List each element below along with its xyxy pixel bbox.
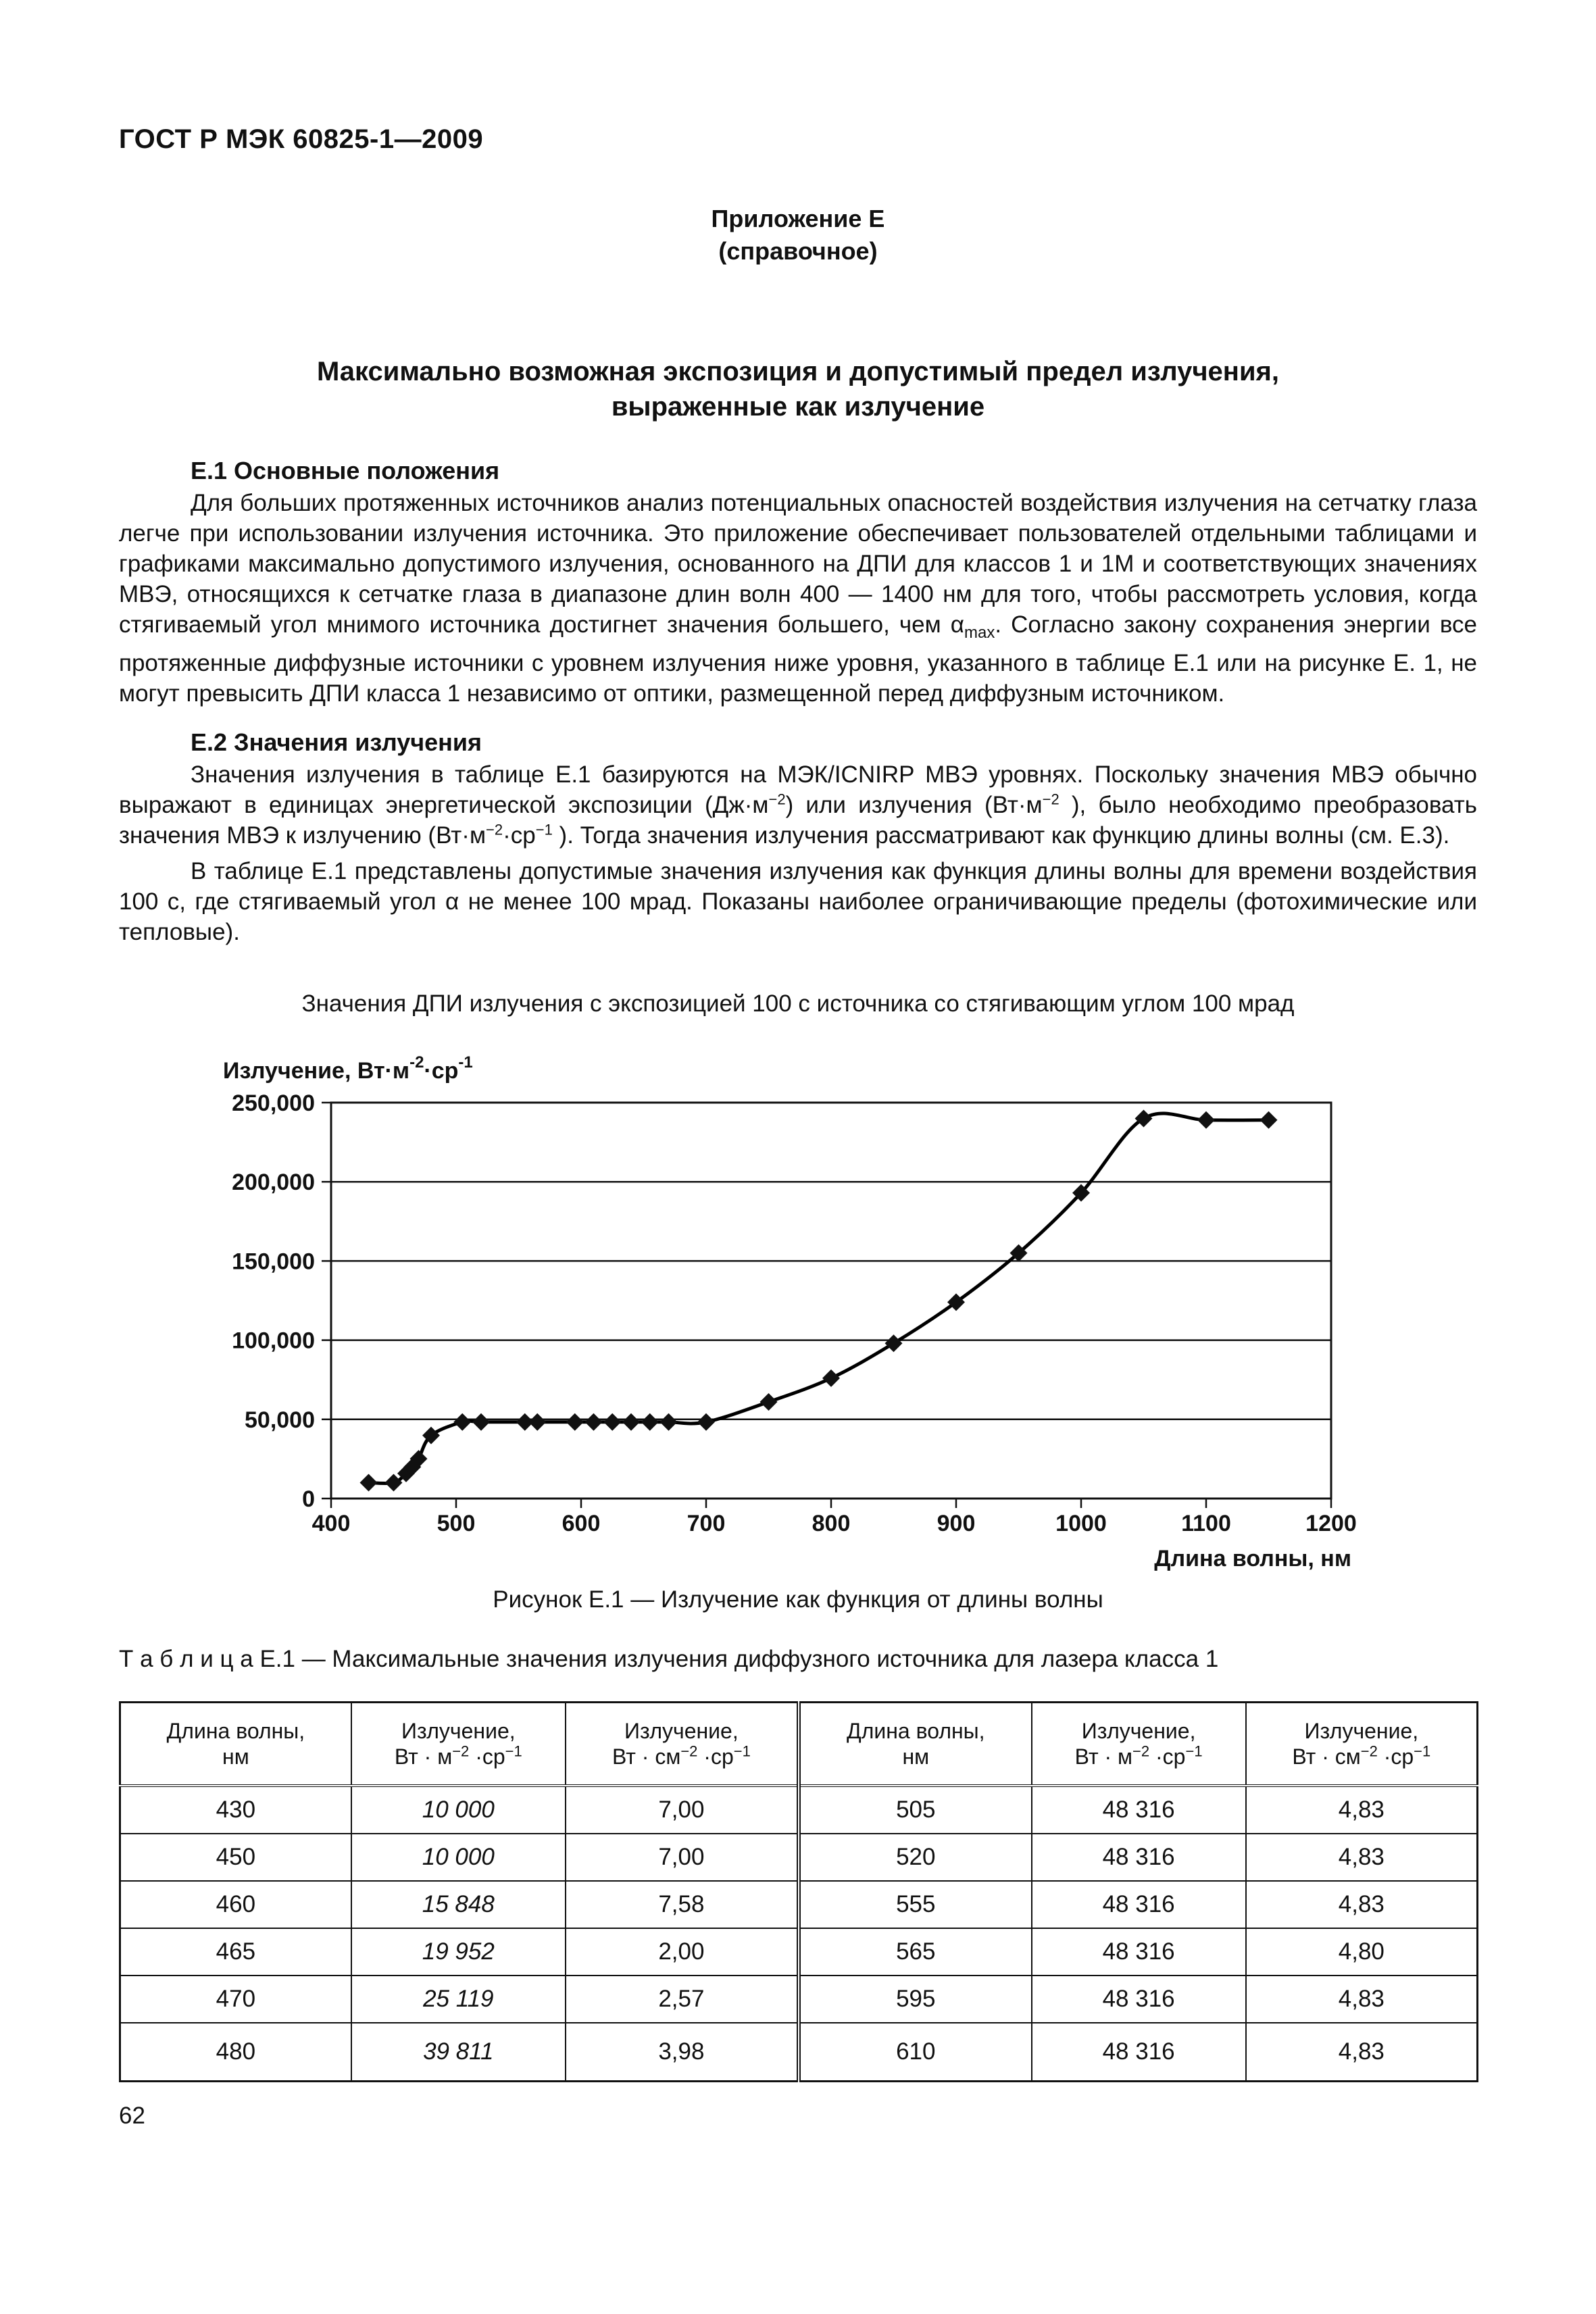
figure-title: Значения ДПИ излучения с экспозицией 100 с источника со стягивающим углом 100 мрад — [301, 990, 1295, 1017]
title-line-2: выраженные как излучение — [611, 392, 985, 422]
table-cell: 480 — [120, 2023, 351, 2082]
x-tick-label: 600 — [562, 1511, 601, 1536]
section-1-heading: Е.1 Основные положения — [191, 457, 500, 484]
data-point — [885, 1334, 903, 1352]
x-tick-label: 1100 — [1181, 1511, 1231, 1536]
table-cell: 460 — [120, 1881, 351, 1928]
table-cell: 465 — [120, 1928, 351, 1976]
y-tick-label: 50,000 — [245, 1407, 315, 1433]
x-tick-label: 400 — [311, 1511, 351, 1536]
data-point — [528, 1413, 546, 1431]
y-tick-label: 150,000 — [232, 1249, 315, 1275]
page-number: 62 — [119, 2103, 145, 2129]
y-tick-label: 100,000 — [232, 1328, 315, 1354]
table-header-cell: Длина волны, нм — [120, 1703, 351, 1786]
table-cell: 2,00 — [566, 1928, 799, 1976]
table-cell: 450 — [120, 1834, 351, 1881]
table-cell: 555 — [799, 1881, 1032, 1928]
table-cell: 39 811 — [351, 2023, 566, 2082]
x-tick-label: 700 — [687, 1511, 726, 1536]
plot-area — [331, 1103, 1331, 1499]
data-point — [360, 1474, 378, 1492]
radiance-table — [119, 1701, 1478, 2082]
table-cell: 520 — [799, 1834, 1032, 1881]
y-tick-label: 0 — [302, 1486, 315, 1512]
table-header-row — [120, 1703, 1478, 1786]
table-header-cell: Излучение, Вт · $м^{-2} \cdot ср^{-1}$ — [351, 1703, 566, 1786]
data-point — [641, 1413, 659, 1431]
data-point — [472, 1413, 490, 1431]
table-caption: Т а б л и ц а Е.1 — Максимальные значения излучения диффузного источника для лазера класса 1 — [119, 1646, 1219, 1672]
table-cell: 7,58 — [566, 1881, 799, 1928]
data-point — [760, 1393, 778, 1411]
table-cell: 48 316 — [1032, 2023, 1246, 2082]
table-cell: 48 316 — [1032, 1928, 1246, 1976]
table-cell: 48 316 — [1032, 1976, 1246, 2023]
table-cell: 7,00 — [566, 1834, 799, 1881]
x-tick-label: 500 — [437, 1511, 476, 1536]
table-row — [120, 1976, 1478, 2023]
data-point — [822, 1369, 840, 1387]
appendix-label: Приложение Е — [711, 205, 885, 232]
data-point — [697, 1413, 715, 1431]
data-point — [660, 1413, 678, 1431]
table-cell: 610 — [799, 2023, 1032, 2082]
table-cell: 430 — [120, 1786, 351, 1834]
table-cell: 4,83 — [1246, 1786, 1478, 1834]
table-cell: 19 952 — [351, 1928, 566, 1976]
y-tick-label: 200,000 — [232, 1169, 315, 1196]
table-header-cell: Излучение, Вт · $см^{-2} \cdot ср^{-1}$ — [1246, 1703, 1478, 1786]
table-cell: 470 — [120, 1976, 351, 2023]
table-header-cell: Излучение, Вт · $см^{-2} \cdot ср^{-1}$ — [566, 1703, 799, 1786]
figure-caption: Рисунок Е.1 — Излучение как функция от длины волны — [493, 1586, 1103, 1613]
data-point — [603, 1413, 621, 1431]
data-point — [622, 1413, 640, 1431]
table-cell: 505 — [799, 1786, 1032, 1834]
title-line-1: Максимально возможная экспозиция и допустимый предел излучения, — [316, 357, 1279, 386]
section-1-text-main: Для больших протяженных источников анализ потенциальных опасностей воздействия излучения на сетчатку глаза легче при использовании излучения источника. Это приложение обеспечивает пользователей отдельными таблицами и графиками максимально допустимого излучения, основанного на ДПИ для классов 1 и 1М и соответствующих значениях МВЭ, относящихся к сетчатке глаза в диапазоне длин волн 400 — 1400 нм для того, чтобы рассмотреть условия, когда стягиваемый угол мнимого источника достигнет значения большего, чем α — [119, 490, 1477, 638]
y-axis-title: Излучение, $Вт\cdot м^{-2}\cdot ср^{-1}$ — [223, 1053, 473, 1084]
section-2-heading: Е.2 Значения излучения — [191, 728, 482, 756]
section-2-paragraph-1: Значения излучения в таблице Е.1 базируются на МЭК/ICNIRP МВЭ уровнях. Поскольку значения МВЭ обычно выражают в единицах энергетической экспозиции $(Дж\cdot м^{-2})$ или излучения ($Вт\cdot м^{-2}$ ), было необходимо преобразовать значения МВЭ к излучению ($Вт\cdot м^{-2}\cdot ср^{-1}$ ). Тогда значения излучения рассматривают как функцию длины волны (см. Е.3). — [119, 761, 1478, 849]
table-cell: 565 — [799, 1928, 1032, 1976]
table-row — [120, 1928, 1478, 1976]
table-cell: 48 316 — [1032, 1786, 1246, 1834]
y-tick-label: 250,000 — [232, 1090, 315, 1116]
table-cell: 4,83 — [1246, 1881, 1478, 1928]
data-point — [566, 1413, 584, 1431]
x-tick-label: 900 — [937, 1511, 976, 1536]
series-line — [369, 1113, 1269, 1484]
table-header-cell: Длина волны, нм — [799, 1703, 1032, 1786]
table-cell: 7,00 — [566, 1786, 799, 1834]
table-row — [120, 1786, 1478, 1834]
table-cell: 4,83 — [1246, 2023, 1478, 2082]
section-1-text-end: . Согласно закону сохранения энергии все протяженные диффузные источники с уровнем излучения ниже уровня, указанного в таблице Е.1 или на рисунке Е. 1, не могут превысить ДПИ класса 1 независимо от оптики, размещенной перед диффузным источником. — [119, 611, 1478, 707]
table-cell: 15 848 — [351, 1881, 566, 1928]
table-header-cell: Излучение, Вт · $м^{-2} \cdot ср^{-1}$ — [1032, 1703, 1246, 1786]
x-tick-label: 1200 — [1305, 1511, 1357, 1536]
section-2-paragraph-2: В таблице Е.1 представлены допустимые значения излучения как функция длины волны для времени воздействия 100 с, где стягиваемый угол α не менее 100 мрад. Показаны наиболее ограничивающие пределы (фотохимические или тепловые). — [119, 858, 1477, 945]
table-cell: 48 316 — [1032, 1881, 1246, 1928]
table-row — [120, 1881, 1478, 1928]
x-axis-title: Длина волны, нм — [1154, 1546, 1351, 1571]
appendix-type: (справочное) — [718, 237, 878, 265]
alpha-max-subscript: max — [964, 624, 995, 642]
table-cell: 3,98 — [566, 2023, 799, 2082]
table-row — [120, 1834, 1478, 1881]
data-point — [453, 1413, 471, 1431]
data-point — [1260, 1111, 1278, 1129]
table-cell: 595 — [799, 1976, 1032, 2023]
data-point — [385, 1474, 403, 1492]
table-cell: 10 000 — [351, 1786, 566, 1834]
table-cell: 25 119 — [351, 1976, 566, 2023]
document-code: ГОСТ Р МЭК 60825-1—2009 — [119, 124, 484, 154]
table-cell: 2,57 — [566, 1976, 799, 2023]
data-point — [585, 1413, 603, 1431]
table-cell: 48 316 — [1032, 1834, 1246, 1881]
table-cell: 4,83 — [1246, 1976, 1478, 2023]
table-row — [120, 2023, 1478, 2082]
table-cell: 4,83 — [1246, 1834, 1478, 1881]
table-cell: 10 000 — [351, 1834, 566, 1881]
data-point — [1197, 1111, 1215, 1129]
x-tick-label: 1000 — [1055, 1511, 1107, 1536]
x-tick-label: 800 — [812, 1511, 851, 1536]
table-cell: 4,80 — [1246, 1928, 1478, 1976]
